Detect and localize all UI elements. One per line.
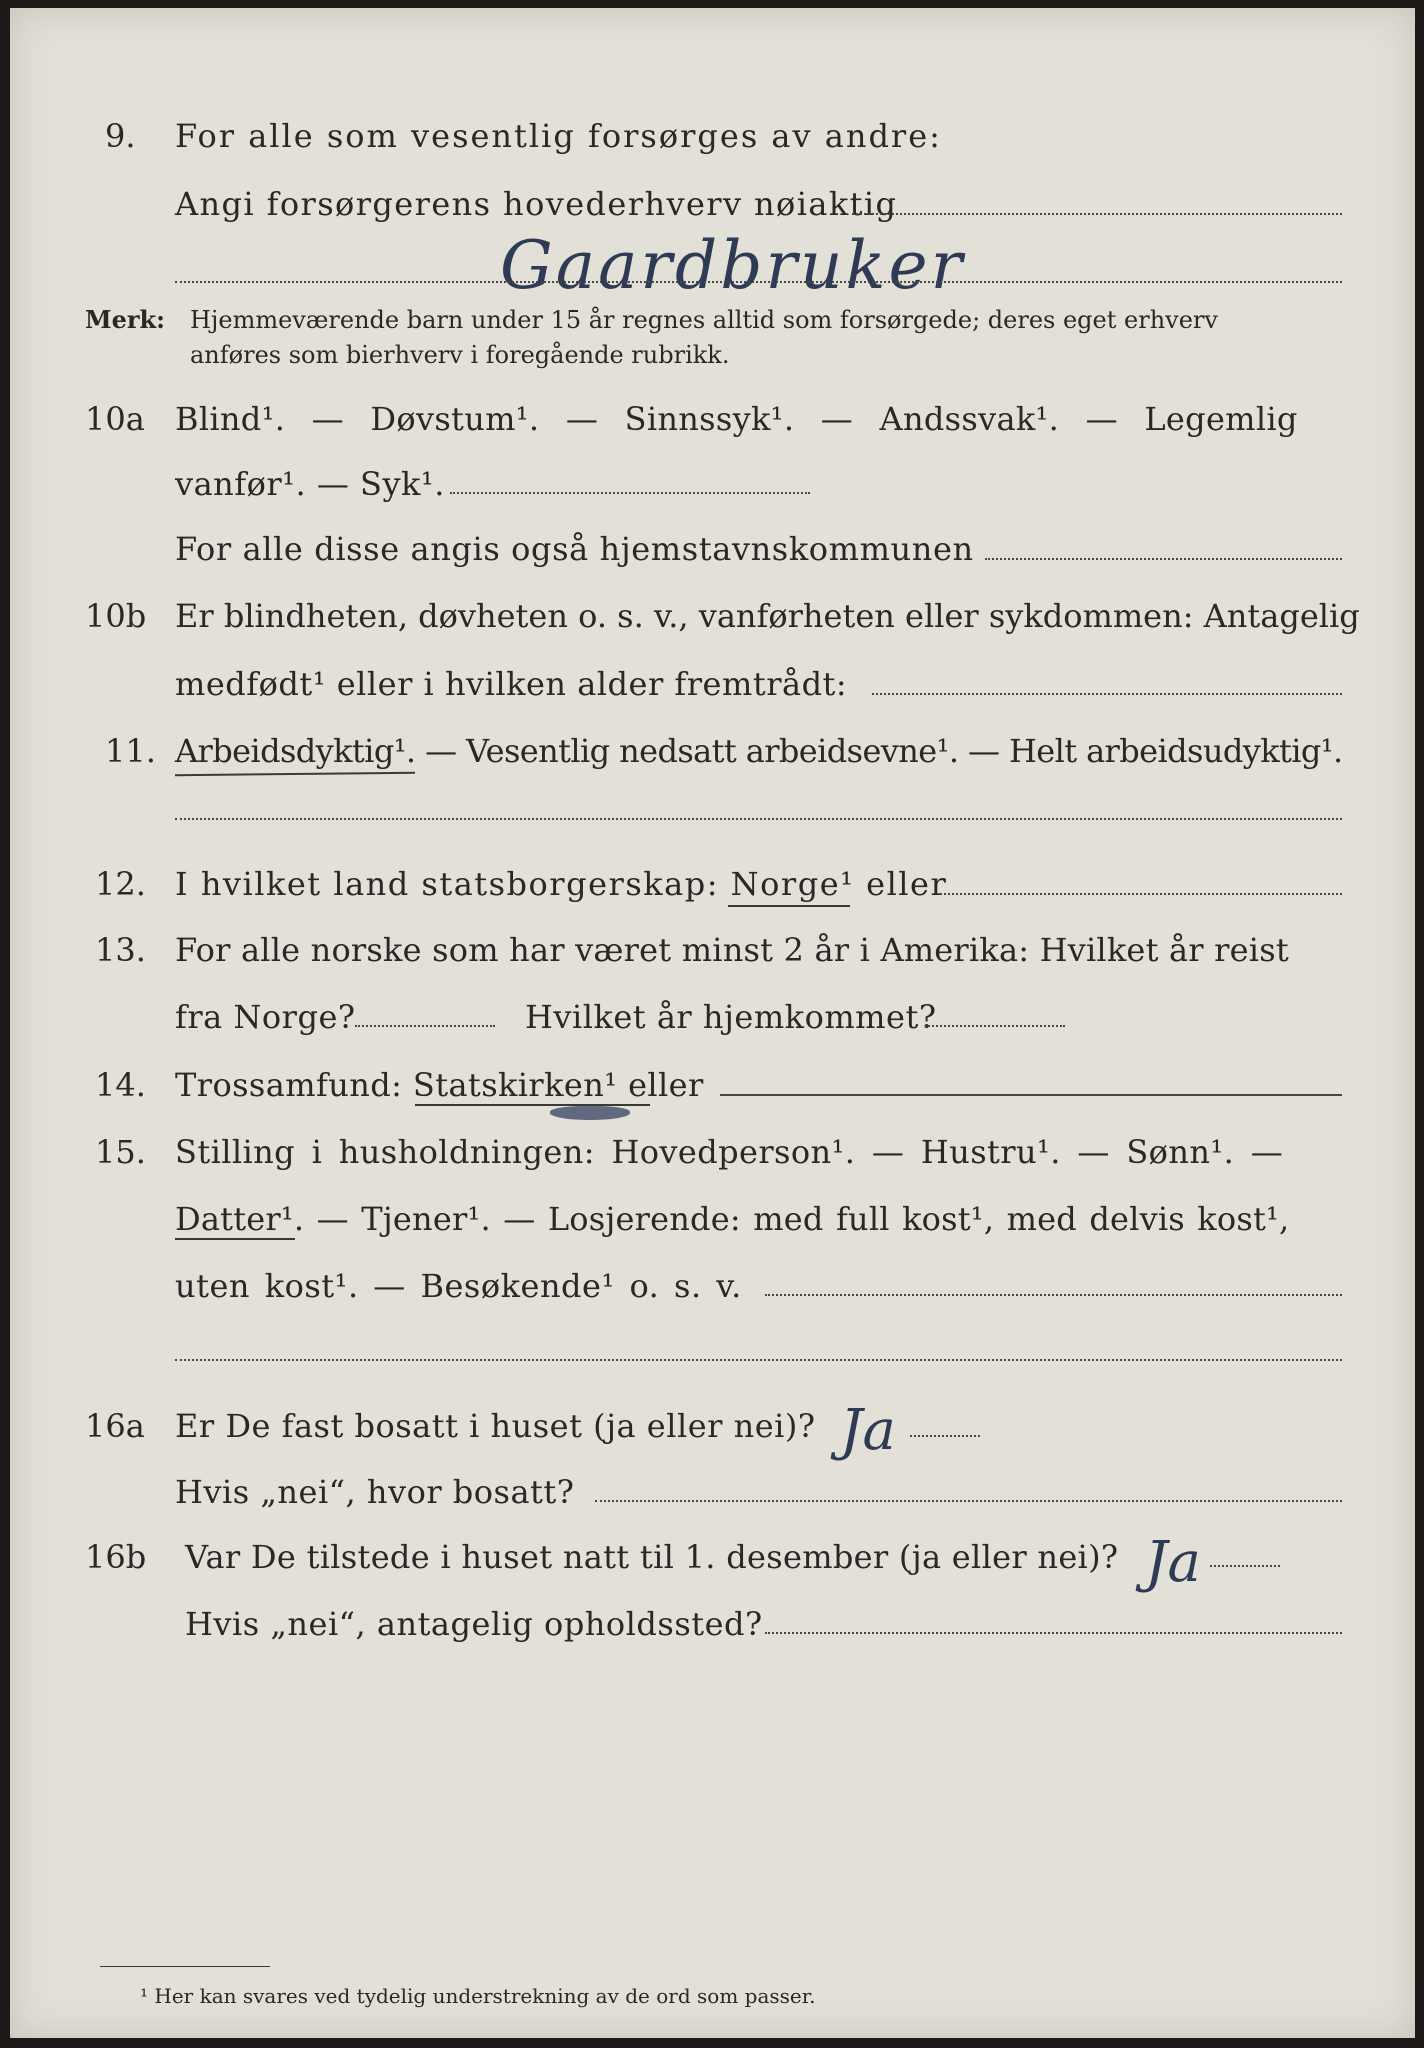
q9-answer-line-2 — [175, 281, 1342, 283]
q10b-line2: medfødt¹ eller i hvilken alder fremtrådt: — [175, 665, 848, 703]
item-number-16b: 16b — [85, 1538, 147, 1576]
item-number-13: 13. — [95, 931, 146, 969]
q13-line1: For alle norske som har været minst 2 år i Amerika: Hvilket år reist — [175, 931, 1289, 969]
q10b-line1: Er blindheten, døvheten o. s. v., vanførheten eller sykdommen: Antagelig — [175, 597, 1360, 635]
q9-line2: Angi forsørgerens hovederhverv nøiaktig — [175, 185, 898, 223]
q15-line2: Datter¹. — Tjener¹. — Losjerende: med full kost¹, med delvis kost¹, — [175, 1200, 1290, 1238]
note-label: Merk: — [85, 305, 165, 334]
q11-answer-line — [175, 818, 1342, 820]
q13-line2a: fra Norge? — [175, 998, 356, 1036]
q14-answer-line — [720, 1094, 1342, 1096]
q9-handwritten-answer[interactable]: Gaardbruker — [500, 227, 966, 304]
q10a-answer-line-1 — [450, 492, 810, 494]
item-number-12: 12. — [95, 865, 146, 903]
q15-underline-datter — [175, 1238, 295, 1240]
item-number-15: 15. — [95, 1133, 146, 1171]
q15-line1: Stilling i husholdningen: Hovedperson¹. — Hustru¹. — Sønn¹. — — [175, 1133, 1284, 1171]
footnote-rule — [100, 1966, 270, 1967]
q10a-answer-line-2 — [985, 558, 1342, 560]
note-line1: Hjemmeværende barn under 15 år regnes alltid som forsørgede; deres eget erhverv — [190, 306, 1218, 334]
item-number-9: 9. — [105, 117, 136, 155]
item-number-11: 11. — [105, 732, 156, 770]
q10a-line3: For alle disse angis også hjemstavnskommunen — [175, 530, 974, 568]
note-line2: anføres som bierhverv i foregående rubrikk. — [190, 341, 730, 369]
item-number-16a: 16a — [85, 1407, 145, 1445]
q10a-line1: Blind¹. — Døvstum¹. — Sinnssyk¹. — Andssvak¹. — Legemlig — [175, 400, 1298, 438]
q16a-answer-line-1 — [910, 1435, 980, 1437]
q15-line3: uten kost¹. — Besøkende¹ o. s. v. — [175, 1267, 742, 1305]
q13-answer-line-2 — [925, 1025, 1065, 1027]
q15-answer-line-1 — [765, 1294, 1342, 1296]
item-number-10a: 10a — [85, 400, 145, 438]
q10b-answer-line — [872, 693, 1342, 695]
q11-line1: Arbeidsdyktig¹. — Vesentlig nedsatt arbeidsevne¹. — Helt arbeidsudyktig¹. — [175, 732, 1343, 770]
q10a-line2: vanfør¹. — Syk¹. — [175, 465, 445, 503]
q14-ink-mark — [550, 1106, 630, 1120]
item-number-10b: 10b — [85, 597, 147, 635]
q16a-handwritten-answer[interactable]: Ja — [840, 1398, 896, 1463]
q14-line1: Trossamfund: Statskirken¹ eller — [175, 1066, 704, 1104]
q9-answer-line-1 — [852, 213, 1342, 215]
q16b-answer-line-1 — [1210, 1565, 1280, 1567]
q16b-handwritten-answer[interactable]: Ja — [1145, 1530, 1201, 1595]
q13-answer-line-1 — [355, 1025, 495, 1027]
item-number-14: 14. — [95, 1066, 146, 1104]
census-form-page — [10, 8, 1415, 2038]
q14-underline-statskirken — [415, 1104, 650, 1106]
q13-line2b: Hvilket år hjemkommet? — [525, 998, 937, 1036]
q16b-line2: Hvis „nei“, antagelig opholdssted? — [185, 1605, 763, 1643]
q16a-line2: Hvis „nei“, hvor bosatt? — [175, 1473, 575, 1511]
q12-answer-line — [940, 893, 1342, 895]
q15-answer-line-2 — [175, 1359, 1342, 1361]
footnote-text: ¹ Her kan svares ved tydelig understrekning av de ord som passer. — [140, 1984, 816, 2008]
q9-line1: For alle som vesentlig forsørges av andre: — [175, 117, 942, 155]
q16a-line1: Er De fast bosatt i huset (ja eller nei)? — [175, 1407, 816, 1445]
q16b-answer-line-2 — [765, 1632, 1342, 1634]
q11-underline-arbeidsdyktig — [175, 772, 415, 777]
q16a-answer-line-2 — [595, 1500, 1342, 1502]
q16b-line1: Var De tilstede i huset natt til 1. desember (ja eller nei)? — [185, 1538, 1119, 1576]
q12-underline-norge — [728, 905, 850, 907]
q12-line1: I hvilket land statsborgerskap: Norge¹ eller — [175, 865, 948, 903]
